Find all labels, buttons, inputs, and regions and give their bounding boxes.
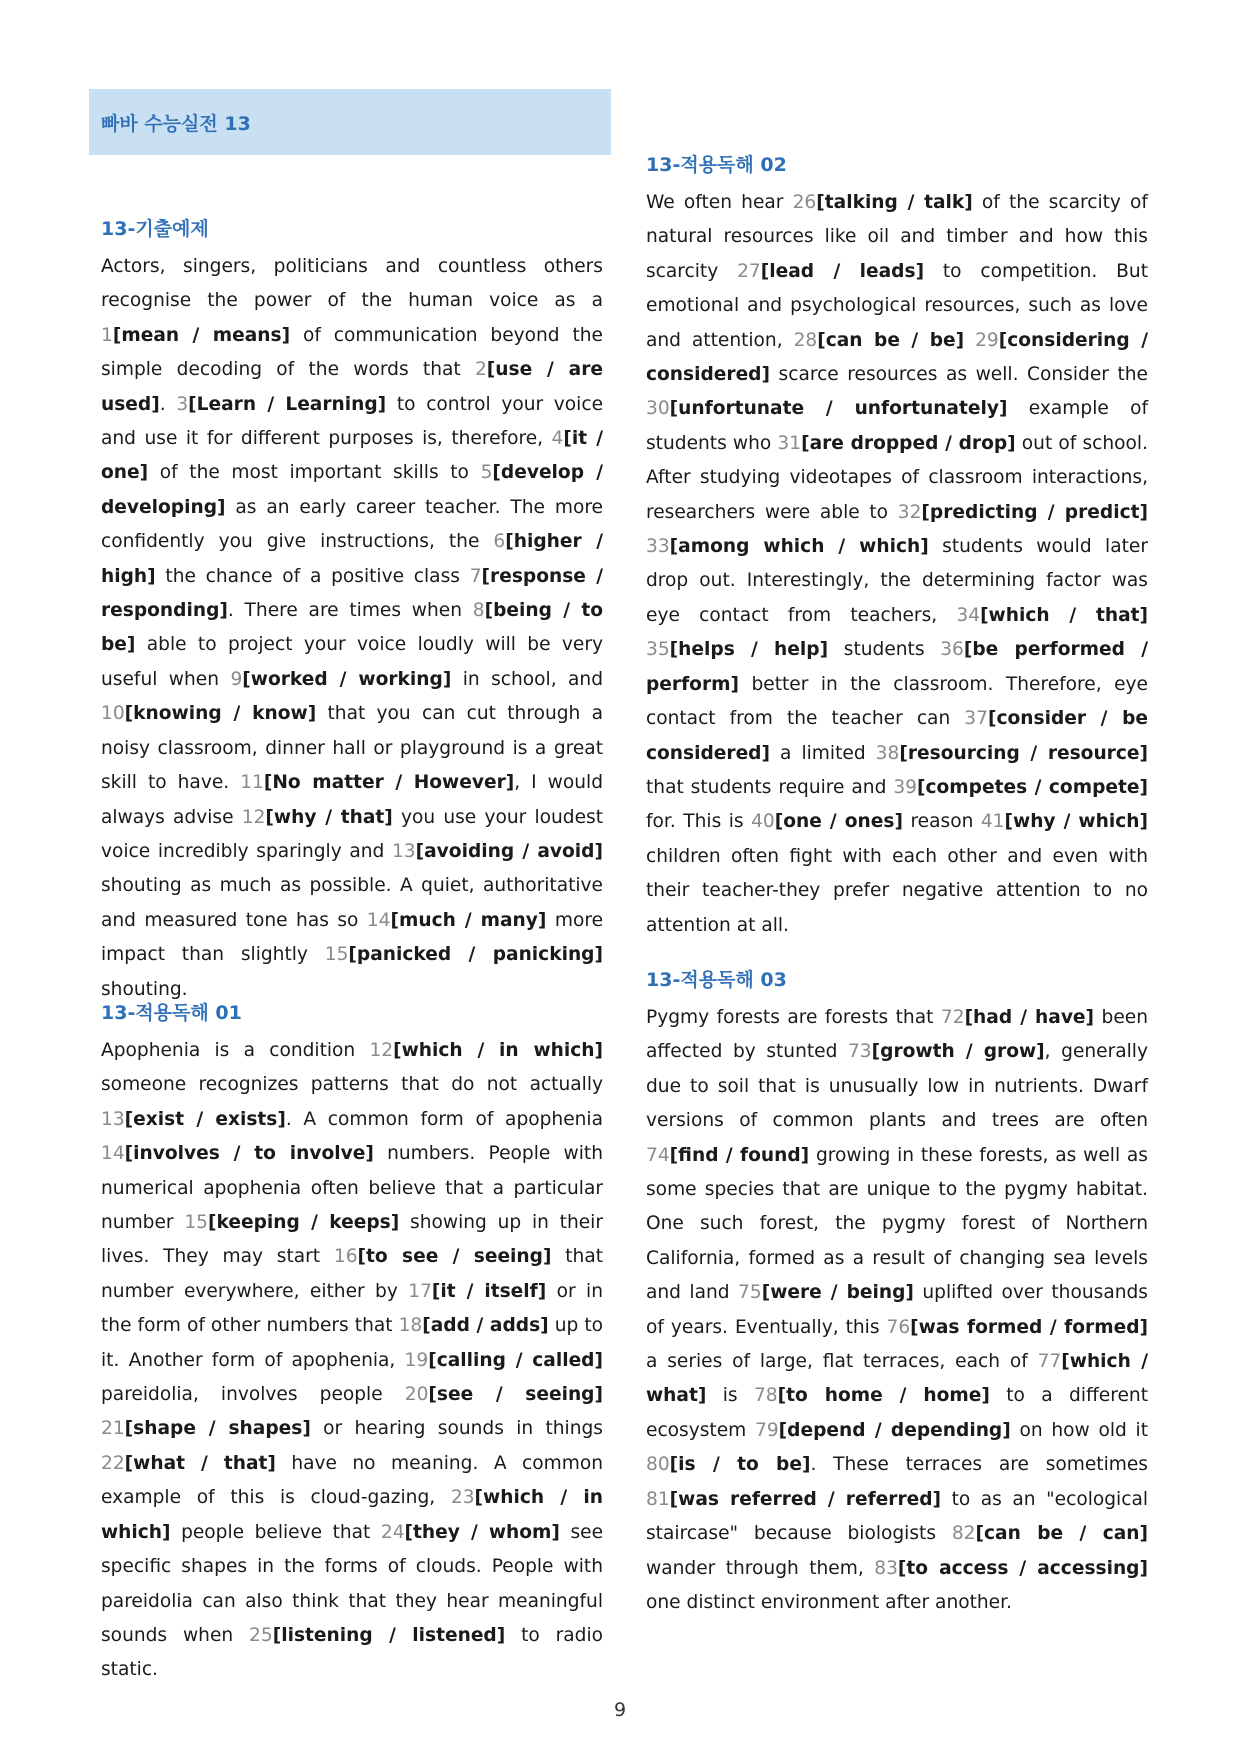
section-title: 13-기출예제 (101, 218, 209, 240)
question-number: 77 (1037, 1351, 1062, 1373)
answer-choice: [being / to be] (101, 600, 603, 656)
section-reading-01 (101, 1000, 603, 1688)
answer-choice: [No matter / However] (263, 772, 515, 794)
question-number: 30 (646, 398, 670, 420)
answer-choice: [keeping / keeps] (208, 1212, 400, 1234)
answer-choice: [are dropped / drop] (801, 432, 1016, 454)
passage-segment: to competition. But emotional and psychological resources, such as love and attention, (646, 260, 1148, 351)
answer-choice: [is / to be] (669, 1454, 811, 1476)
answer-choice: [to home / home] (777, 1385, 990, 1407)
passage-segment: a limited (769, 742, 876, 764)
question-number: 39 (893, 776, 917, 798)
passage-segment: to radio static. (101, 1624, 603, 1681)
passage-segment: , I would always advise (101, 772, 603, 828)
passage-segment: example of students who (646, 398, 1149, 454)
answer-choice: [to access / accessing] (897, 1557, 1148, 1579)
question-number: 20 (404, 1384, 429, 1406)
answer-choice: [were / being] (761, 1282, 914, 1304)
answer-choice: [why / which] (1004, 811, 1148, 833)
answer-choice: [competes / compete] (916, 776, 1148, 798)
passage-segment: more impact than slightly (101, 909, 604, 966)
section-gichul (101, 216, 603, 1007)
answer-choice: [considering / considered] (646, 329, 1149, 386)
passage-segment: of communication beyond the simple decoding of the words that (101, 324, 603, 381)
question-number: 16 (333, 1246, 358, 1268)
question-number: 27 (737, 260, 761, 282)
question-number: 36 (940, 639, 964, 661)
question-number: 81 (646, 1488, 670, 1510)
answer-choice: [which / what] (646, 1351, 1148, 1407)
passage-segment: growing in these forests, as well as some species that are unique to the pygmy habitat. One such forest, the pygmy forest of Northern California, formed as a result of changing sea levels and land (646, 1144, 1148, 1304)
answer-choice: [use / are used] (101, 359, 603, 415)
answer-choice: [to see / seeing] (357, 1246, 552, 1268)
answer-choice: [involves / to involve] (124, 1143, 374, 1165)
question-number: 5 (480, 462, 493, 484)
passage-segment: uplifted over thousands of years. Eventually, this (646, 1282, 1148, 1338)
question-number: 79 (755, 1419, 779, 1441)
passage-segment: the chance of a positive class (155, 565, 470, 587)
passage-segment: able to project your voice loudly will be very useful when (101, 634, 603, 690)
answer-choice: [avoiding / avoid] (415, 840, 603, 862)
passage-segment: to a different ecosystem (646, 1385, 1148, 1441)
question-number: 73 (847, 1041, 872, 1063)
question-number: 83 (874, 1557, 898, 1579)
answer-choice: [calling / called] (428, 1349, 603, 1371)
answer-choice: [shape / shapes] (124, 1418, 311, 1440)
passage-segment: reason (902, 811, 981, 833)
passage-segment: or in the form of other numbers that (101, 1280, 603, 1337)
passage-segment: one distinct environment after another. (646, 1591, 1012, 1613)
question-number: 21 (101, 1418, 125, 1440)
answer-choice: [why / that] (265, 806, 393, 828)
question-number: 6 (493, 531, 506, 553)
question-number: 78 (753, 1385, 778, 1407)
passage-segment: Actors, singers, politicians and countless others recognise the power of the human voice as a (101, 256, 603, 312)
answer-choice: [it / itself] (431, 1280, 547, 1302)
passage-segment: of the scarcity of natural resources like oil and timber and how this scarcity (646, 192, 1148, 282)
answer-choice: [unfortunate / unfortunately] (669, 398, 1008, 420)
question-number: 14 (366, 909, 391, 931)
question-number: 41 (980, 811, 1005, 833)
answer-choice: [find / found] (669, 1144, 810, 1166)
passage-segment: as an early career teacher. The more confidently you give instructions, the (101, 496, 603, 553)
passage-segment: We often hear (646, 192, 793, 213)
section-title: 13-적용독해 03 (646, 969, 787, 991)
question-number: 26 (792, 192, 817, 213)
question-number: 38 (875, 742, 900, 764)
header-title: 빠바 수능실전 13 (101, 113, 251, 135)
answer-choice: [was referred / referred] (669, 1488, 942, 1510)
question-number: 80 (646, 1454, 670, 1476)
passage-segment: have no meaning. A common example of this is cloud-gazing, (101, 1452, 603, 1509)
question-number: 8 (472, 600, 485, 622)
question-number: 76 (886, 1316, 911, 1338)
passage-segment: . These terraces are sometimes (810, 1454, 1148, 1476)
passage-segment: someone recognizes patterns that do not actually (101, 1074, 603, 1096)
answer-choice: [mean / means] (112, 324, 291, 346)
answer-choice: [panicked / panicking] (348, 944, 603, 966)
question-number: 23 (450, 1487, 475, 1509)
question-number: 29 (975, 329, 999, 351)
question-number: 22 (101, 1452, 125, 1474)
answer-choice: [add / adds] (422, 1315, 549, 1337)
question-number: 9 (230, 668, 243, 690)
question-number: 7 (469, 565, 482, 587)
answer-choice: [it / one] (101, 428, 603, 484)
answer-choice: [consider / be considered] (646, 708, 1148, 764)
passage-segment: scarce resources as well. Consider the (769, 364, 1148, 386)
question-number: 14 (101, 1143, 125, 1165)
question-number: 33 (646, 536, 670, 558)
question-number: 19 (404, 1349, 429, 1371)
answer-choice: [can be / be] (817, 329, 965, 351)
passage-segment: is (706, 1385, 754, 1407)
passage-segment: students (828, 639, 941, 661)
question-number: 35 (646, 639, 670, 661)
answer-choice: [which / in which] (393, 1040, 603, 1061)
answer-choice: [exist / exists] (124, 1108, 286, 1130)
question-number: 37 (964, 708, 988, 730)
answer-choice: [which / in which] (101, 1487, 603, 1543)
question-number: 11 (240, 772, 264, 794)
answer-choice: [among which / which] (669, 536, 929, 558)
passage-segment: or hearing sounds in things (310, 1418, 603, 1440)
section-title: 13-적용독해 02 (646, 154, 787, 176)
passage-segment: wander through them, (646, 1557, 875, 1579)
answer-choice: [was formed / formed] (910, 1316, 1149, 1338)
answer-choice: [growth / grow] (871, 1041, 1045, 1063)
answer-choice: [what / that] (124, 1452, 276, 1474)
answer-choice: [listening / listened] (272, 1624, 506, 1646)
passage-segment: for. This is (646, 811, 752, 833)
passage-text (646, 1001, 1148, 1620)
answer-choice: [Learn / Learning] (188, 393, 387, 415)
answer-choice: [lead / leads] (760, 260, 925, 282)
header-banner (89, 89, 611, 155)
question-number: 75 (738, 1282, 762, 1304)
passage-segment: you use your loudest voice incredibly sparingly and (101, 806, 603, 862)
answer-choice: [develop / developing] (101, 462, 603, 518)
question-number: 13 (391, 840, 416, 862)
question-number: 12 (369, 1040, 394, 1061)
question-number: 34 (956, 604, 981, 626)
passage-segment: out of school. After studying videotapes of classroom interactions, researchers were able to (646, 432, 1148, 523)
passage-text (646, 186, 1148, 943)
passage-segment: , generally due to soil that is unusually low in nutrients. Dwarf versions of common plants and trees are often (646, 1041, 1148, 1132)
passage-segment: numbers. People with numerical apophenia often believe that a particular number (101, 1143, 604, 1234)
passage-segment: up to it. Another form of apophenia, (101, 1315, 604, 1371)
passage-segment: . A common form of apophenia (285, 1108, 603, 1130)
passage-segment: people believe that (170, 1521, 381, 1543)
question-number: 72 (940, 1007, 965, 1028)
question-number: 17 (408, 1280, 432, 1302)
question-number: 15 (184, 1212, 209, 1234)
passage-segment: been affected by stunted (646, 1007, 1148, 1063)
section-title: 13-적용독해 01 (101, 1002, 242, 1024)
answer-choice: [worked / working] (242, 668, 452, 690)
passage-segment: . (159, 393, 177, 415)
answer-choice: [which / that] (980, 604, 1148, 626)
passage-segment: Apophenia is a condition (101, 1040, 370, 1061)
passage-segment: of the most important skills to (148, 462, 481, 484)
answer-choice: [see / seeing] (428, 1384, 603, 1406)
passage-segment: that number everywhere, either by (101, 1246, 604, 1302)
passage-segment: to control your voice and use it for different purposes is, therefore, (101, 393, 604, 450)
question-number: 74 (646, 1144, 670, 1166)
question-number: 40 (751, 811, 775, 833)
section-reading-02 (646, 152, 1148, 943)
answer-choice: [predicting / predict] (921, 501, 1148, 523)
answer-choice: [be performed / perform] (646, 639, 1148, 695)
answer-choice: [higher / high] (101, 531, 603, 587)
passage-segment: that students require and (646, 776, 894, 798)
answer-choice: [resourcing / resource] (899, 742, 1148, 764)
passage-segment: to as an "ecological staircase" because biologists (646, 1488, 1149, 1545)
passage-segment: pareidolia, involves people (101, 1384, 405, 1406)
question-number: 18 (398, 1315, 423, 1337)
question-number: 10 (101, 703, 125, 725)
answer-choice: [one / ones] (774, 811, 903, 833)
passage-text (101, 250, 603, 1007)
question-number: 12 (241, 806, 266, 828)
question-number: 3 (176, 393, 189, 415)
question-number: 2 (474, 359, 487, 381)
question-number: 82 (951, 1523, 976, 1545)
passage-segment: in school, and (451, 668, 603, 690)
passage-text (101, 1034, 603, 1688)
section-reading-03 (646, 967, 1148, 1620)
question-number: 15 (324, 944, 349, 966)
question-number: 13 (101, 1108, 125, 1130)
passage-segment: Pygmy forests are forests that (646, 1007, 941, 1028)
answer-choice: [talking / talk] (816, 192, 973, 213)
passage-segment: see specific shapes in the forms of clouds. People with pareidolia can also think that they hear meaningful sounds when (101, 1521, 604, 1646)
passage-segment: shouting. (101, 978, 188, 1000)
answer-choice: [knowing / know] (124, 703, 317, 725)
question-number: 1 (101, 324, 113, 346)
passage-segment: a series of large, flat terraces, each of (646, 1351, 1038, 1373)
passage-segment: students would later drop out. Interestingly, the determining factor was eye contact from teachers, (646, 536, 1148, 626)
question-number: 24 (380, 1521, 405, 1543)
answer-choice: [had / have] (964, 1007, 1095, 1028)
answer-choice: [they / whom] (404, 1521, 560, 1543)
question-number: 28 (793, 329, 818, 351)
question-number: 25 (249, 1624, 273, 1646)
passage-segment: on how old it (1010, 1419, 1148, 1441)
passage-segment: children often fight with each other and even with their teacher-they prefer negative attention to no attention at all. (646, 845, 1148, 936)
passage-segment: showing up in their lives. They may start (101, 1212, 603, 1268)
passage-segment (964, 330, 975, 351)
answer-choice: [can be / can] (975, 1523, 1148, 1545)
answer-choice: [depend / depending] (778, 1419, 1011, 1441)
question-number: 4 (551, 428, 564, 450)
passage-segment: shouting as much as possible. A quiet, authoritative and measured tone has so (101, 875, 603, 931)
question-number: 32 (897, 501, 922, 523)
answer-choice: [helps / help] (669, 639, 829, 661)
answer-choice: [response / responding] (101, 565, 603, 622)
passage-segment: better in the classroom. Therefore, eye contact from the teacher can (646, 673, 1148, 730)
passage-segment: that you can cut through a noisy classroom, dinner hall or playground is a great skill to have. (101, 703, 604, 794)
answer-choice: [much / many] (390, 909, 547, 931)
page-number: 9 (613, 1699, 627, 1721)
question-number: 31 (777, 432, 802, 454)
passage-segment: . There are times when (227, 600, 473, 622)
